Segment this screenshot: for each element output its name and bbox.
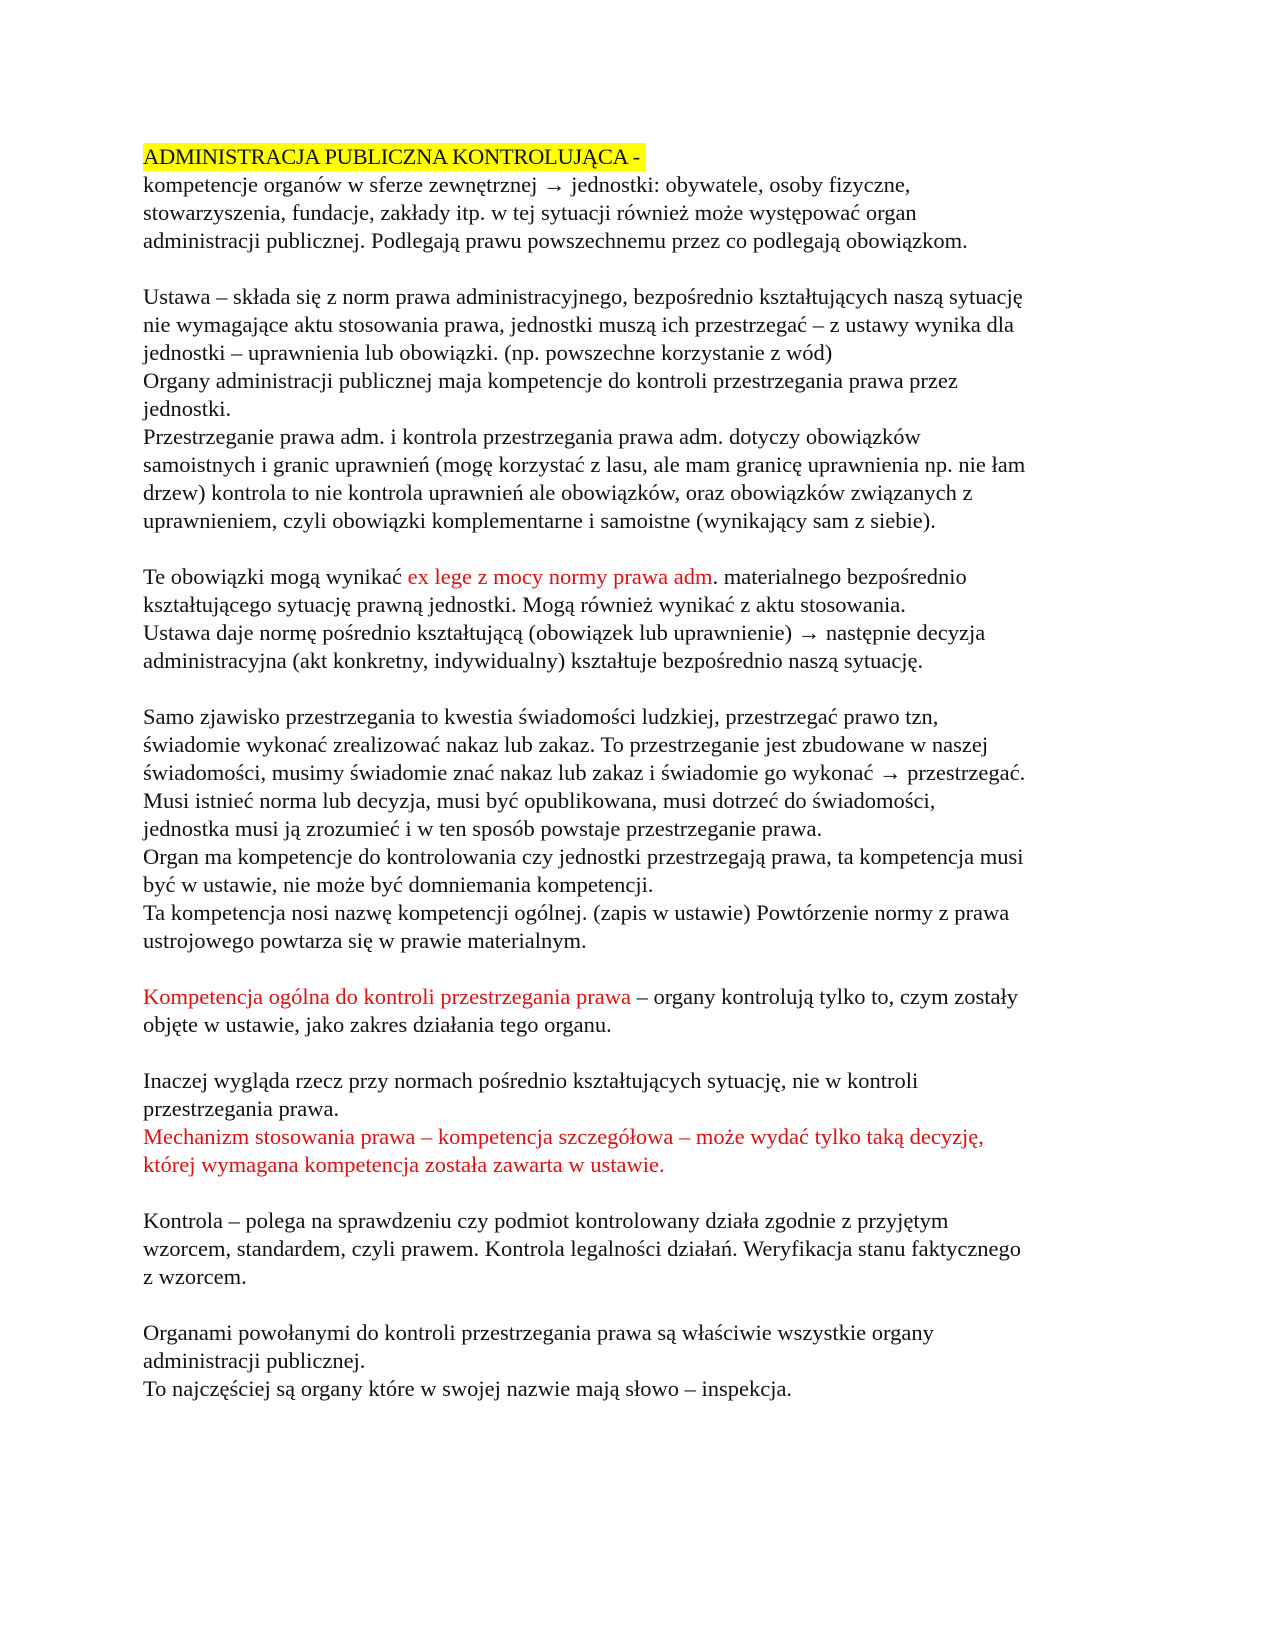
paragraph-gap [143, 255, 1133, 283]
text-line [143, 983, 1133, 1011]
text-line [143, 563, 1133, 591]
paragraph-organami [143, 1319, 1133, 1403]
text-line: jednostki – uprawnienia lub obowiązki. (np. powszechne korzystanie z wód) [143, 340, 833, 365]
paragraph-gap [143, 1179, 1133, 1207]
red-emphasis-line: której wymagana kompetencja została zawarta w ustawie. [143, 1152, 665, 1177]
text-line: administracyjna (akt konkretny, indywidualny) kształtuje bezpośrednio naszą sytuację. [143, 648, 924, 673]
text-line: Ta kompetencja nosi nazwę kompetencji ogólnej. (zapis w ustawie) Powtórzenie normy z prawa [143, 900, 1010, 925]
text-line: administracji publicznej. Podlegają prawu powszechnemu przez co podlegają obowiązkom. [143, 228, 968, 253]
paragraph-gap [143, 1039, 1133, 1067]
text-line: Organy administracji publicznej maja kompetencje do kontroli przestrzegania prawa przez [143, 368, 958, 393]
red-emphasis-text: ex lege z mocy normy prawa adm [407, 564, 713, 589]
paragraph-zjawisko [143, 703, 1133, 955]
text-line: świadomości, musimy świadomie znać nakaz lub zakaz i świadomie go wykonać → przestrzegać. [143, 760, 1026, 785]
text-line: Ustawa – składa się z norm prawa administracyjnego, bezpośrednio kształtujących naszą sytuację [143, 284, 1023, 309]
text-line: To najczęściej są organy które w swojej nazwie mają słowo – inspekcja. [143, 1376, 793, 1401]
text-line: jednostka musi ją zrozumieć i w ten sposób powstaje przestrzeganie prawa. [143, 816, 823, 841]
document-title: ADMINISTRACJA PUBLICZNA KONTROLUJĄCA - [143, 143, 646, 171]
text-line: kompetencje organów w sferze zewnętrznej → jednostki: obywatele, osoby fizyczne, [143, 172, 911, 197]
paragraph-kontrola [143, 1207, 1133, 1291]
paragraph-intro [143, 171, 1133, 255]
text-line: nie wymagające aktu stosowania prawa, jednostki muszą ich przestrzegać – z ustawy wynika dla [143, 312, 1014, 337]
text-line: być w ustawie, nie może być domniemania kompetencji. [143, 872, 654, 897]
text-run: . materialnego bezpośrednio [712, 564, 967, 589]
paragraph-kompetencja-ogolna [143, 983, 1133, 1039]
paragraph-gap [143, 955, 1133, 983]
text-line: świadomie wykonać zrealizować nakaz lub zakaz. To przestrzeganie jest zbudowane w naszej [143, 732, 989, 757]
text-line: Kontrola – polega na sprawdzeniu czy podmiot kontrolowany działa zgodnie z przyjętym [143, 1208, 949, 1233]
text-line: przestrzegania prawa. [143, 1096, 340, 1121]
text-run: – organy kontrolują tylko to, czym zostały [630, 984, 1018, 1009]
text-line: kształtującego sytuację prawną jednostki. Mogą również wynikać z aktu stosowania. [143, 592, 906, 617]
text-line: Ustawa daje normę pośrednio kształtującą (obowiązek lub uprawnienie) → następnie decyzja [143, 620, 986, 645]
text-line: Musi istnieć norma lub decyzja, musi być opublikowana, musi dotrzeć do świadomości, [143, 788, 936, 813]
text-line: wzorcem, standardem, czyli prawem. Kontrola legalności działań. Weryfikacja stanu faktycznego [143, 1236, 1022, 1261]
text-line: Organ ma kompetencje do kontrolowania czy jednostki przestrzegają prawa, ta kompetencja musi [143, 844, 1024, 869]
paragraph-gap [143, 1291, 1133, 1319]
text-line: uprawnieniem, czyli obowiązki komplementarne i samoistne (wynikający sam z siebie). [143, 508, 936, 533]
text-line: stowarzyszenia, fundacje, zakłady itp. w tej sytuacji również może występować organ [143, 200, 917, 225]
paragraph-inaczej [143, 1067, 1133, 1179]
text-line: samoistnych i granic uprawnień (mogę korzystać z lasu, ale mam granicę uprawnienia np. nie łam [143, 452, 1026, 477]
red-emphasis-text: Kompetencja ogólna do kontroli przestrzegania prawa [143, 984, 631, 1009]
document-page [143, 143, 1133, 1403]
text-line: ustrojowego powtarza się w prawie materialnym. [143, 928, 587, 953]
paragraph-obowiazki [143, 563, 1133, 675]
text-line: Inaczej wygląda rzecz przy normach pośrednio kształtujących sytuację, nie w kontroli [143, 1068, 919, 1093]
text-line: jednostki. [143, 396, 232, 421]
text-line: Samo zjawisko przestrzegania to kwestia świadomości ludzkiej, przestrzegać prawo tzn, [143, 704, 939, 729]
text-run: Te obowiązki mogą wynikać [143, 564, 408, 589]
text-line: administracji publicznej. [143, 1348, 366, 1373]
text-line: drzew) kontrola to nie kontrola uprawnień ale obowiązków, oraz obowiązków związanych z [143, 480, 973, 505]
red-emphasis-line: Mechanizm stosowania prawa – kompetencja szczegółowa – może wydać tylko taką decyzję, [143, 1124, 984, 1149]
text-line: Organami powołanymi do kontroli przestrzegania prawa są właściwie wszystkie organy [143, 1320, 934, 1345]
text-line: objęte w ustawie, jako zakres działania tego organu. [143, 1012, 612, 1037]
paragraph-gap [143, 675, 1133, 703]
paragraph-gap [143, 535, 1133, 563]
text-line: z wzorcem. [143, 1264, 247, 1289]
text-line: Przestrzeganie prawa adm. i kontrola przestrzegania prawa adm. dotyczy obowiązków [143, 424, 921, 449]
paragraph-ustawa [143, 283, 1133, 535]
